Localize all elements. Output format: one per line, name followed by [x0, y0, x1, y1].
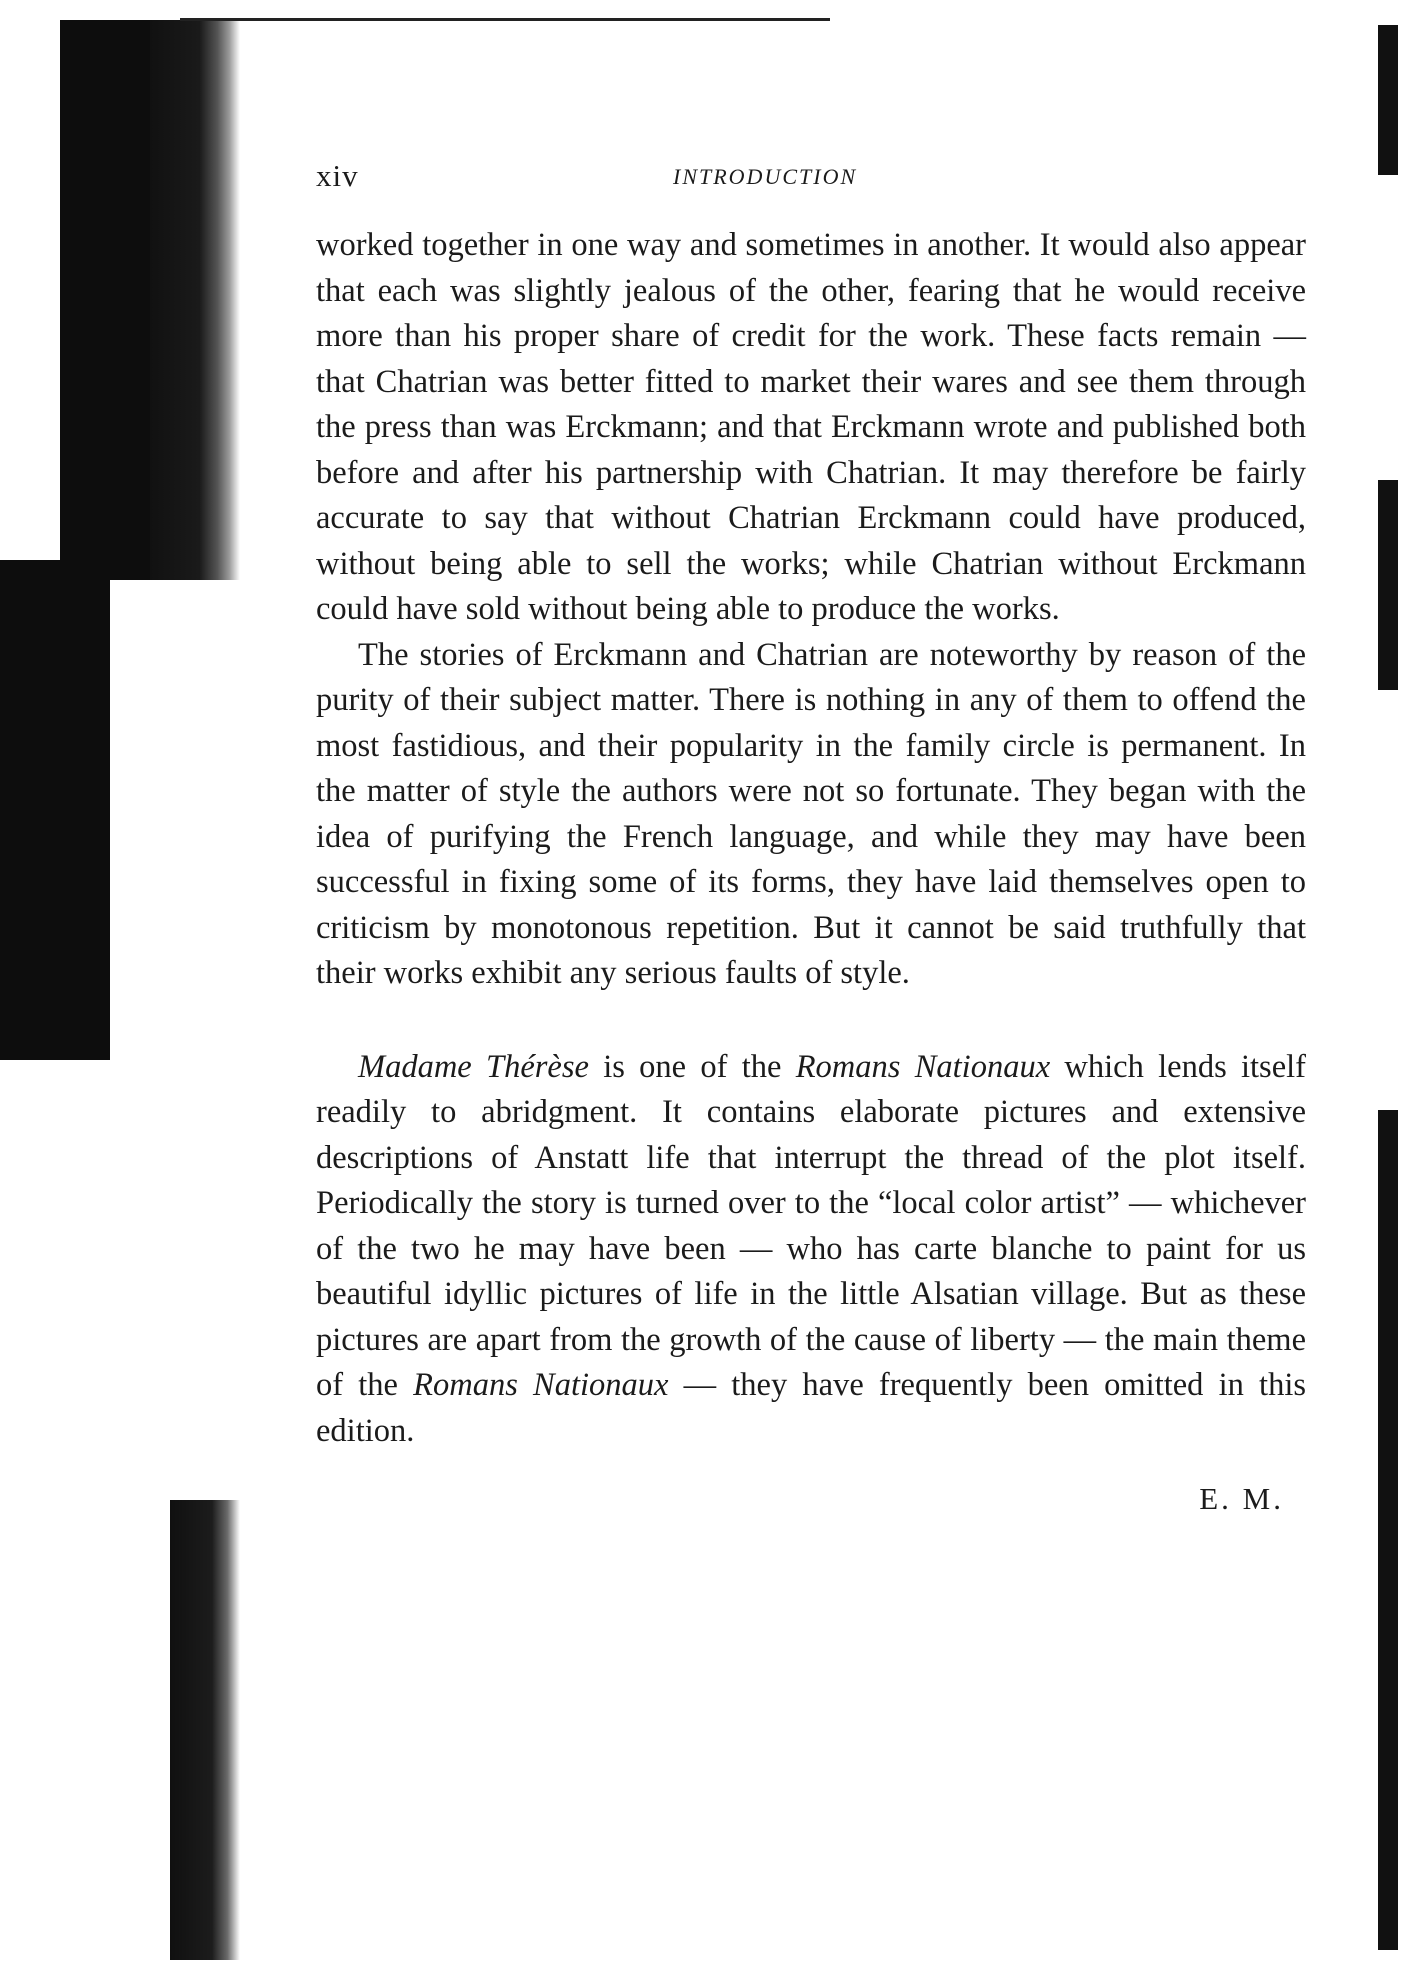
scan-shadow-right-top	[1378, 25, 1398, 175]
running-head	[316, 158, 1306, 198]
scan-shadow-left-lower	[170, 1500, 240, 1960]
paragraph-2: The stories of Erckmann and Chatrian are noteworthy by reason of the purity of their subject matter. There is nothing in any of them to offend the most fastidious, and their popularity in the family circle is permanent. In the matter of style the authors were not so fortunate. They began with the idea of purifying the French language, and while they may have been successful in fixing some of its forms, they have laid themselves open to criticism by monotonous repetition. But it cannot be said truthfully that their works exhibit any serious faults of style.	[316, 636, 1306, 991]
signature-initials: E. M.	[1199, 1481, 1284, 1516]
running-title: INTRODUCTION	[673, 164, 858, 189]
page-number: xiv	[316, 158, 359, 193]
scan-top-line	[180, 18, 830, 21]
scan-shadow-left-middle	[0, 560, 110, 1060]
paragraph-1: worked together in one way and sometimes in another. It would also appear that each was slightly jealous of the other, fearing that he would receive more than his proper share of credit for the work. These facts remain — that Chatrian was better fitted to market their wares and see them through the press than was Erckmann; and that Erckmann wrote and published both before and after his partnership with Chatrian. It may therefore be fairly accurate to say that without Chatrian Erckmann could have produced, without being able to sell the works; while Chatrian without Erckmann could have sold without being able to produce the works.	[316, 227, 1306, 627]
scan-shadow-right-bottom	[1378, 1110, 1398, 1950]
scan-shadow-right-middle	[1378, 480, 1398, 690]
series-title-romans-nationaux: Romans Nationaux	[795, 1048, 1051, 1085]
scan-shadow-left-upper-fade	[150, 20, 240, 580]
book-title-madame-therese: Madame Thérèse	[358, 1048, 589, 1085]
paragraph-3: Madame Thérèse is one of the Romans Nationaux which lends itself readily to abridgment. It contains elaborate pictures and extensive descriptions of Anstatt life that interrupt the thread of the plot itself. Periodically the story is turned over to the “local color artist” — whichever of the two he may have been — who has carte blanche to paint for us beautiful idyllic pictures of life in the little Alsatian village. But as these pictures are apart from the growth of the cause of liberty — the main theme of the Romans Nationaux — they have frequently been omitted in this edition.	[316, 1048, 1307, 1449]
series-title-romans-nationaux-2: Romans Nationaux	[413, 1367, 669, 1403]
body-text	[316, 223, 1306, 1522]
